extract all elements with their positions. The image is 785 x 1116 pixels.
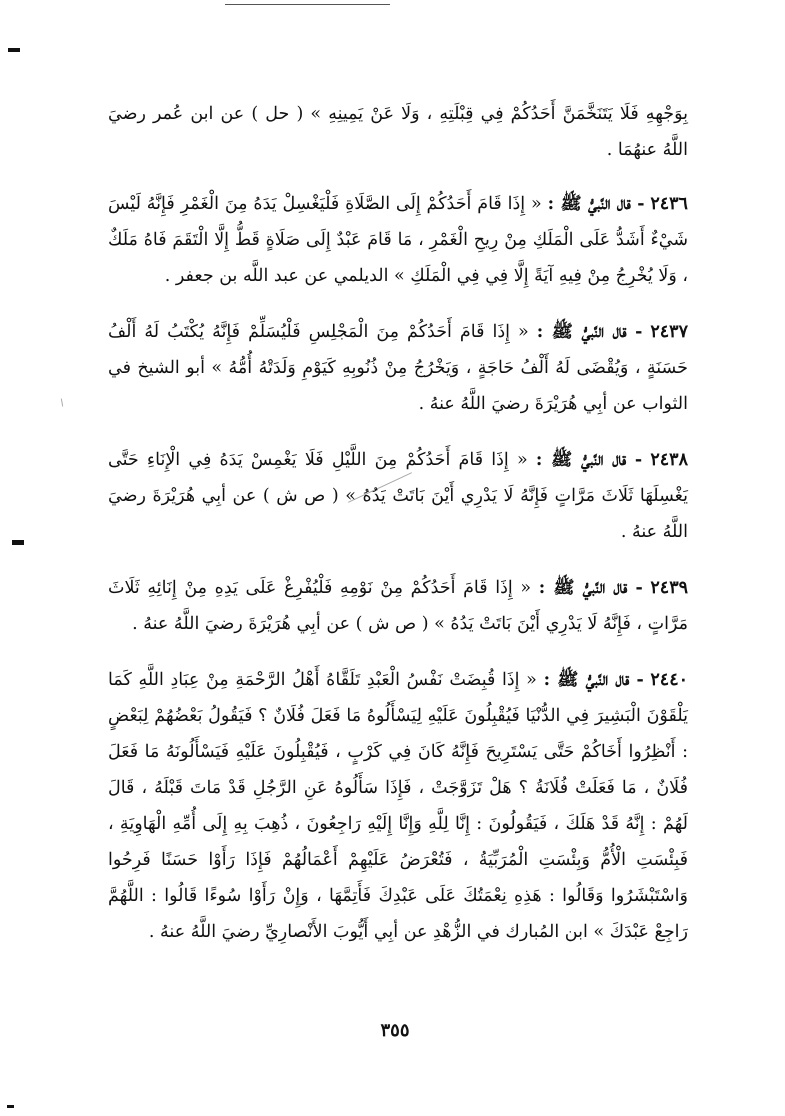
- hadith-paragraph-2438: [108, 442, 688, 550]
- hadith-text: « إِذَا قَامَ أَحَدُكُمْ مِنْ نَوْمِهِ فَلْيُفْرِغْ عَلَى يَدِهِ مِنْ إِنَائِهِ ثَلَاثَ مَرَّاتٍ ، فَإِنَّهُ لَا يَدْرِي أَيْنَ بَاتَتْ يَدُهُ » ( ص ش ) عن أبِي هُرَيْرَةَ رضيَ اللَّهُ عنهُ .: [108, 578, 688, 634]
- page-body: [108, 96, 688, 970]
- scan-artifact-line: [61, 398, 63, 406]
- hadith-paragraph-2437: [108, 314, 688, 422]
- hadith-number: ٢٤٣٦: [650, 194, 688, 214]
- hadith-number: ٢٤٤٠: [650, 670, 688, 690]
- hadith-text: « إِذَا قُبِضَتْ نَفْسُ الْعَبْدِ تَلَقَّاهُ أَهْلُ الرَّحْمَةِ مِنْ عِبَادِ اللَّهِ كَمَا يَلْقَوْنَ الْبَشِيرَ فِي الدُّنْيَا فَيُقْبِلُونَ عَلَيْهِ لِيَسْأَلُوهُ مَا فَعَلَ فُلَانٌ ؟ فَيَقُولُ بَعْضُهُمْ لِبَعْضٍ : أَنْظِرُوا أَخَاكُمْ حَتَّى يَسْتَرِيحَ فَإِنَّهُ كَانَ فِي كَرْبٍ ، فَيُقْبِلُونَ عَلَيْهِ فَيَسْأَلُونَهُ مَا فَعَلَ فُلَانٌ ، مَا فَعَلَتْ فُلَانَةُ ؟ هَلْ تَزَوَّجَتْ ، فَإِذَا سَأَلُوهُ عَنِ الرَّجُلِ قَدْ مَاتَ قَبْلَهُ ، قَالَ لَهُمْ : إِنَّهُ قَدْ هَلَكَ ، فَيَقُولُونَ : إِنَّا لِلَّهِ وَإِنَّا إِلَيْهِ رَاجِعُونَ ، ذُهِبَ بِهِ إِلَى أُمِّهِ الْهَاوِيَةِ ، فَبِئْسَتِ الْأُمُّ وَبِئْسَتِ الْمُرَبِّيَةُ ، فَتُعْرَضُ عَلَيْهِمْ أَعْمَالُهُمْ فَإِذَا رَأَوْا حَسَنًا فَرِحُوا وَاسْتَبْشَرُوا وَقَالُوا : هَذِهِ نِعْمَتُكَ عَلَى عَبْدِكَ فَأَتِمَّهَا ، وَإِنْ رَأَوْا سُوءًا قَالُوا : اللَّهُمَّ رَاجِعْ عَبْدَكَ » ابن المُبارك في الزُّهْدِ عن أبِي أَيُّوبَ الأَنْصارِيِّ رضيَ اللَّهُ عنهُ .: [108, 670, 688, 942]
- hadith-number: ٢٤٣٨: [650, 450, 688, 470]
- header-rule: [225, 4, 390, 5]
- hadith-paragraph-2439: [108, 570, 688, 642]
- continuation-paragraph: [108, 96, 688, 168]
- hadith-lead: - قال النَّبيُّ ﷺ :: [547, 194, 645, 214]
- hadith-lead: - قال النَّبيُّ ﷺ :: [543, 670, 644, 690]
- hadith-paragraph-2440: [108, 662, 688, 950]
- hadith-lead: - قال النَّبيُّ ﷺ :: [538, 578, 643, 598]
- page-number: ٣٥٥: [380, 1020, 410, 1041]
- hadith-lead: - قال النَّبيُّ ﷺ :: [536, 322, 643, 342]
- continuation-text: بِوَجْهِهِ فَلَا يَتَنَخَّمَنَّ أَحَدُكُمْ فِي قِبْلَتِهِ ، وَلَا عَنْ يَمِينِهِ » ( حل ) عن ابن عُمر رضيَ اللَّهُ عنهُمَا .: [108, 104, 688, 160]
- scan-edge-mark: [7, 1105, 14, 1108]
- scan-edge-mark: [12, 540, 24, 545]
- scan-edge-mark: [8, 48, 20, 52]
- hadith-text: « إِذَا قَامَ أَحَدُكُمْ إِلَى الصَّلَاةِ فَلْيَغْسِلْ يَدَهُ مِنَ الْغَمْرِ فَإِنَّهُ لَيْسَ شَيْءٌ أَشَدُّ عَلَى الْمَلَكِ مِنْ رِيحِ الْغَمْرِ ، مَا قَامَ عَبْدٌ إِلَى صَلَاةٍ قَطُّ إِلَّا الْتَقَمَ فَاهُ مَلَكٌ ، وَلَا يُخْرِجُ مِنْ فِيهِ آيَةً إِلَّا فِي فِي الْمَلَكِ » الديلمي عن عبد اللَّه بن جعفر .: [108, 194, 688, 286]
- hadith-lead: - قال النَّبيُّ ﷺ :: [535, 450, 643, 470]
- hadith-number: ٢٤٣٩: [650, 578, 688, 598]
- hadith-text: « إِذَا قَامَ أَحَدُكُمْ مِنَ اللَّيْلِ فَلَا يَغْمِسْ يَدَهُ فِي الْإِنَاءِ حَتَّى يَغْسِلَهَا ثَلَاثَ مَرَّاتٍ فَإِنَّهُ لَا يَدْرِي أَيْنَ بَاتَتْ يَدُهُ » ( ص ش ) عن أبِي هُرَيْرَةَ رضيَ اللَّهُ عنهُ .: [108, 450, 688, 542]
- hadith-paragraph-2436: [108, 186, 688, 294]
- hadith-text: « إِذَا قَامَ أَحَدُكُمْ مِنَ الْمَجْلِسِ فَلْيُسَلِّمْ فَإِنَّهُ يُكْتَبُ لَهُ أَلْفُ حَسَنَةٍ ، وَيُقْضَى لَهُ أَلْفُ حَاجَةٍ ، وَيَخْرُجُ مِنْ ذُنُوبِهِ كَيَوْمِ وَلَدَتْهُ أُمُّهُ » أبو الشيخ في الثواب عن أبِي هُرَيْرَةَ رضيَ اللَّهُ عنهُ .: [108, 322, 688, 414]
- hadith-number: ٢٤٣٧: [650, 322, 688, 342]
